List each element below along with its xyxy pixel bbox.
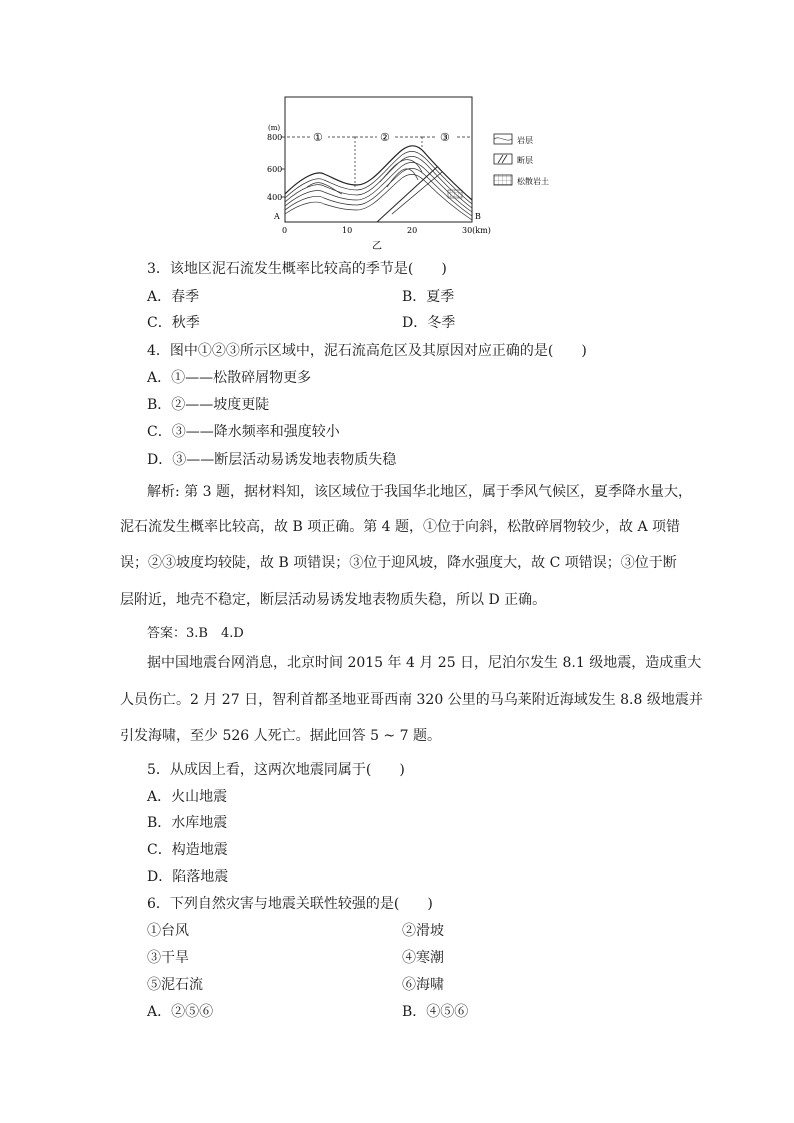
legend: [494, 134, 549, 186]
y-unit-label: (m): [268, 124, 281, 132]
q3-option-c: C．秋季: [147, 315, 200, 331]
figure-caption: 乙: [372, 241, 382, 252]
zone-3-label: ③: [440, 131, 450, 144]
q3-stem: 3．该地区泥石流发生概率比较高的季节是( ): [147, 261, 447, 277]
point-b-label: B: [475, 212, 481, 221]
q6-item-5: ⑤泥石流: [147, 977, 203, 993]
analysis-line-4: 层附近，地壳不稳定，断层活动易诱发地表物质失稳，所以 D 正确。: [120, 592, 547, 608]
analysis-line-3: 误；②③坡度均较陡，故 B 项错误；③位于迎风坡，降水强度大，故 C 项错误；③位于断: [120, 555, 677, 571]
q5-option-d: D．陷落地震: [147, 869, 229, 885]
analysis-line-1: 解析: 第 3 题，据材料知，该区域位于我国华北地区，属于季风气候区，夏季降水量大，: [147, 484, 692, 500]
q4-option-b: B．②——坡度更陡: [147, 397, 270, 413]
loose-soil-patch: [448, 190, 462, 198]
q6-item-3: ③干旱: [147, 950, 189, 966]
legend-fault: 断层: [517, 156, 533, 165]
terrain-surface: [285, 146, 472, 200]
zone-1-label: ①: [313, 131, 323, 144]
y-tick-800: 800: [267, 133, 283, 142]
q6-option-a: A．②⑤⑥: [147, 1004, 214, 1020]
plot-frame: [285, 97, 472, 222]
q6-item-6: ⑥海啸: [402, 977, 444, 993]
q4-option-d: D．③——断层活动易诱发地表物质失稳: [147, 452, 397, 468]
q6-stem: 6．下列自然灾害与地震关联性较强的是( ): [147, 896, 433, 912]
x-tick-10: 10: [342, 226, 353, 235]
analysis-line-2: 泥石流发生概率比较高，故 B 项正确。第 4 题，①位于向斜，松散碎屑物较少，故 A 项错: [120, 519, 681, 535]
x-tick-0: 0: [282, 226, 288, 235]
q6-option-b: B．④⑤⑥: [402, 1004, 469, 1020]
rock-strata: [285, 151, 472, 220]
y-tick-600: 600: [267, 165, 283, 174]
q4-option-a: A．①——松散碎屑物更多: [147, 370, 312, 386]
x-tick-30: 30(km): [462, 226, 491, 235]
point-a-label: A: [274, 212, 280, 221]
q4-stem: 4．图中①②③所示区域中，泥石流高危区及其原因对应正确的是( ): [147, 343, 587, 359]
q3-option-b: B．夏季: [402, 289, 455, 305]
q6-item-2: ②滑坡: [402, 923, 444, 939]
q6-item-1: ①台风: [147, 923, 189, 939]
q5-option-c: C．构造地震: [147, 842, 228, 858]
answer-line: 答案：3.B 4.D: [147, 626, 244, 641]
x-tick-20: 20: [407, 226, 418, 235]
q3-option-a: A．春季: [147, 289, 200, 305]
passage-line-3: 引发海啸，至少 526 人死亡。据此回答 5 ~ 7 题。: [120, 728, 441, 744]
passage-line-1: 据中国地震台网消息，北京时间 2015 年 4 月 25 日，尼泊尔发生 8.1 级地震，造成重大: [147, 655, 702, 671]
y-tick-400: 400: [267, 193, 283, 202]
passage-line-2: 人员伤亡。2 月 27 日，智利首都圣地亚哥西南 320 公里的马乌莱附近海域发生 8.8 级地震并: [120, 692, 703, 708]
q5-stem: 5．从成因上看，这两次地震同属于( ): [147, 762, 405, 778]
q3-option-d: D．冬季: [402, 315, 456, 331]
q4-option-c: C．③——降水频率和强度较小: [147, 424, 340, 440]
zone-2-label: ②: [380, 131, 390, 144]
q6-item-4: ④寒潮: [402, 950, 444, 966]
q5-option-a: A．火山地震: [147, 789, 228, 805]
legend-rock-layer: 岩层: [517, 136, 533, 145]
cross-section-figure: [262, 92, 562, 252]
legend-loose-soil: 松散岩土: [517, 177, 549, 186]
q5-option-b: B．水库地震: [147, 815, 228, 831]
